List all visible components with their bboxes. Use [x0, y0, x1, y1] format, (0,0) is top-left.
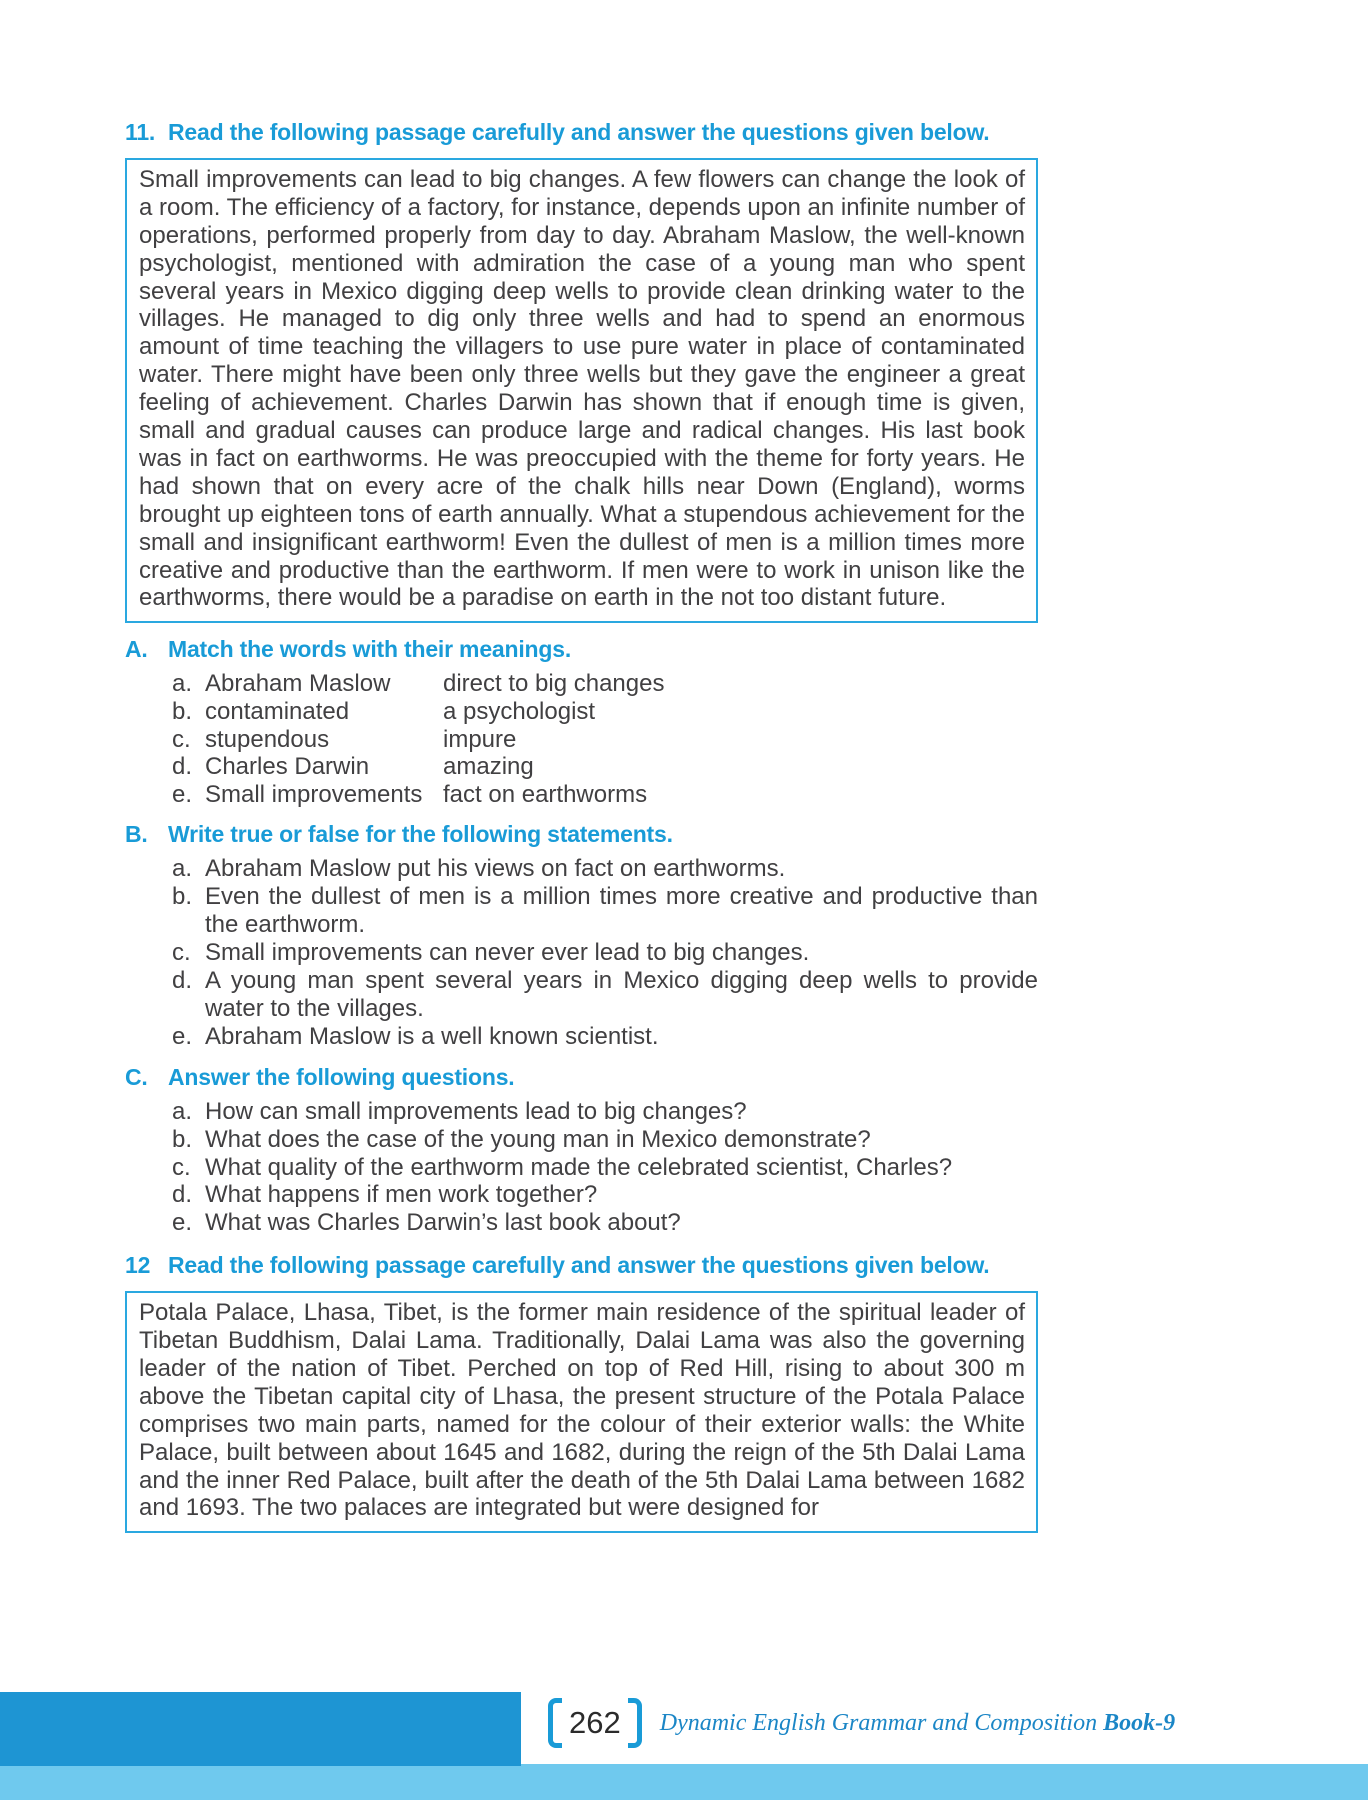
footer-light-bar — [0, 1764, 1368, 1800]
match-word: stupendous — [205, 725, 330, 753]
item-text: Abraham Maslow put his views on fact on earthworms. — [205, 855, 786, 883]
item-letter: d. — [172, 966, 193, 994]
exercise-12-number: 12 — [125, 1252, 151, 1279]
item-letter: b. — [172, 1125, 193, 1153]
section-c-label: C. — [125, 1063, 148, 1090]
item-letter: d. — [172, 753, 193, 781]
match-row — [172, 726, 1038, 754]
true-false-item — [172, 855, 1038, 883]
item-letter: c. — [172, 939, 191, 967]
match-row — [172, 670, 1038, 698]
true-false-item — [172, 967, 1038, 1023]
match-row — [172, 698, 1038, 726]
match-row — [172, 781, 1038, 809]
match-meaning: direct to big changes — [443, 670, 665, 698]
match-meaning: a psychologist — [443, 697, 596, 725]
footer-book-number: Book-9 — [1103, 1709, 1176, 1736]
exercise-11-title: Read the following passage carefully and answer the questions given below. — [168, 119, 990, 145]
match-meaning: impure — [443, 725, 517, 753]
section-a-heading — [125, 636, 1038, 663]
true-false-item — [172, 883, 1038, 939]
item-text: What was Charles Darwin’s last book about? — [205, 1209, 681, 1237]
item-letter: b. — [172, 883, 193, 911]
page-number-bracket-left-icon — [548, 1698, 562, 1748]
match-word: Small improvements — [205, 780, 423, 808]
question-item — [172, 1209, 1038, 1237]
match-word: Abraham Maslow — [205, 670, 391, 698]
exercise-12-passage-box — [125, 1291, 1038, 1533]
match-meaning: amazing — [443, 753, 534, 781]
page-number-bracket-right-icon — [628, 1698, 642, 1748]
item-letter: e. — [172, 1209, 193, 1237]
section-b-heading — [125, 821, 1038, 848]
exercise-11-heading — [125, 118, 1038, 148]
exercise-11-passage-text: Small improvements can lead to big changes. A few flowers can change the look of a room. The efficiency of a factory, for instance, depends upon an infinite number of operations, performed properly from day to day. Abraham Maslow, the well-known psychologist, mentioned with admiration the case of a young man who spent several years in Mexico digging deep wells to provide clean drinking water to the villages. He managed to dig only three wells and had to spend an enormous amount of time teaching the villagers to use pure water in place of contaminated water. There might have been only three wells but they gave the engineer a great feeling of achievement. Charles Darwin has shown that if enough time is given, small and gradual causes can produce large and radical changes. His last book was in fact on earthworms. He was preoccupied with the theme for forty years. He had shown that on every acre of the chalk hills near Down (England), worms brought up eighteen tons of earth annually. What a stupendous achievement for the small and insignificant earthworm! Even the dullest of men is a million times more creative and productive than the earthworm. If men were to work in unison like the earthworms, there would be a paradise on earth in the not too distant future. — [139, 165, 1025, 612]
item-text: How can small improvements lead to big changes? — [205, 1097, 747, 1125]
exercise-12-passage-text: Potala Palace, Lhasa, Tibet, is the former main residence of the spiritual leader of Tibetan Buddhism, Dalai Lama. Traditionally, Dalai Lama was also the governing leader of the nation of Tibet. Perched on top of Red Hill, rising to about 300 m above the Tibetan capital city of Lhasa, the present structure of the Potala Palace comprises two main parts, named for the colour of their exterior walls: the White Palace, built between about 1645 and 1682, during the reign of the 5th Dalai Lama and the inner Red Palace, built after the death of the 5th Dalai Lama between 1682 and 1693. The two palaces are integrated but were designed for — [139, 1299, 1025, 1522]
question-item — [172, 1126, 1038, 1154]
footer-dark-bar — [0, 1692, 521, 1766]
item-letter: d. — [172, 1181, 193, 1209]
section-a-title: Match the words with their meanings. — [168, 636, 572, 663]
match-word: contaminated — [205, 697, 350, 725]
item-text: What happens if men work together? — [205, 1181, 598, 1209]
section-b-label: B. — [125, 821, 148, 848]
true-false-list — [125, 855, 1038, 1050]
match-list — [125, 670, 1038, 808]
item-letter: a. — [172, 855, 193, 883]
item-text: Abraham Maslow is a well known scientist. — [205, 1022, 659, 1050]
exercise-12-heading — [125, 1251, 1038, 1281]
item-letter: c. — [172, 725, 191, 753]
question-item — [172, 1181, 1038, 1209]
section-b-title: Write true or false for the following statements. — [168, 821, 673, 848]
match-meaning: fact on earthworms — [443, 780, 648, 808]
section-a-label: A. — [125, 636, 148, 663]
item-text: What does the case of the young man in Mexico demonstrate? — [205, 1125, 871, 1153]
item-letter: a. — [172, 1097, 193, 1125]
item-letter: c. — [172, 1153, 191, 1181]
item-letter: e. — [172, 780, 193, 808]
page-number: 262 — [569, 1705, 621, 1740]
exercise-12-title: Read the following passage carefully and answer the questions given below. — [168, 1252, 990, 1279]
item-text: Small improvements can never ever lead to big changes. — [205, 939, 810, 967]
item-text: What quality of the earthworm made the celebrated scientist, Charles? — [205, 1153, 953, 1181]
item-text: Even the dullest of men is a million times more creative and productive than the earthworm. — [205, 883, 1038, 939]
match-word: Charles Darwin — [205, 753, 370, 781]
exercise-11-passage-box — [125, 158, 1038, 624]
exercise-11-number: 11. — [125, 119, 156, 145]
item-letter: a. — [172, 670, 193, 698]
match-row — [172, 753, 1038, 781]
true-false-item — [172, 1023, 1038, 1051]
true-false-item — [172, 939, 1038, 967]
question-item — [172, 1154, 1038, 1182]
question-list — [125, 1098, 1038, 1238]
section-c-heading — [125, 1064, 1038, 1091]
page-content — [125, 118, 1038, 1533]
item-letter: e. — [172, 1022, 193, 1050]
item-letter: b. — [172, 697, 193, 725]
footer-info — [548, 1697, 1175, 1749]
footer-series-title: Dynamic English Grammar and Composition — [659, 1709, 1098, 1736]
question-item — [172, 1098, 1038, 1126]
footer-book-title — [660, 1710, 1175, 1737]
section-c-title: Answer the following questions. — [168, 1063, 515, 1090]
item-text: A young man spent several years in Mexico digging deep wells to provide water to the villages. — [205, 966, 1038, 1022]
